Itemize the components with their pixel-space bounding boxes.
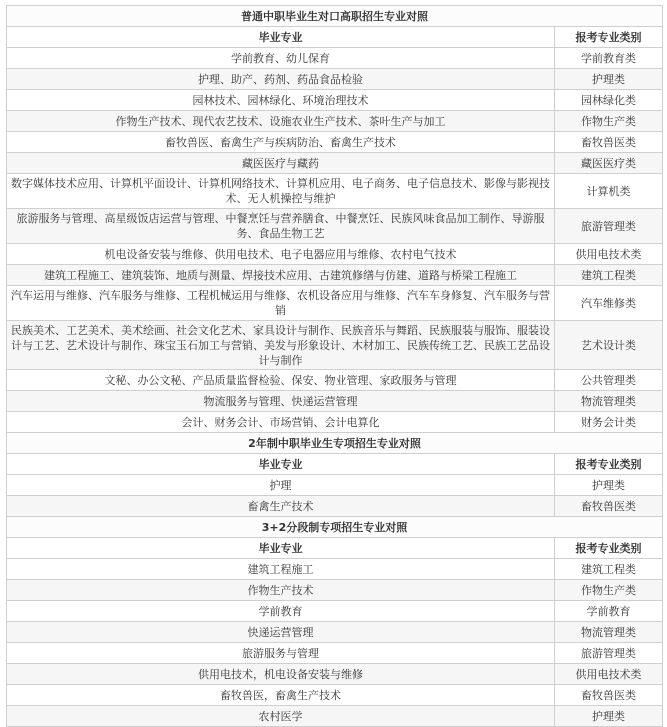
- graduate-major-cell: 机电设备安装与维修、供用电技术、电子电器应用与维修、农村电气技术: [7, 244, 555, 265]
- section-title-row: [7, 6, 663, 27]
- graduate-major-cell: 快递运营管理: [7, 622, 555, 643]
- section-title: 2年制中职毕业生专项招生专业对照: [7, 433, 663, 454]
- apply-category-header: 报考专业类别: [555, 538, 663, 559]
- apply-category-cell: 护理类: [555, 475, 663, 496]
- apply-category-cell: 作物生产类: [555, 580, 663, 601]
- column-header-row: [7, 454, 663, 475]
- table-row: [7, 132, 663, 153]
- table-body: [7, 6, 663, 727]
- table-row: [7, 209, 663, 244]
- apply-category-cell: 物流管理类: [555, 391, 663, 412]
- graduate-major-cell: 作物生产技术: [7, 580, 555, 601]
- table-row: [7, 321, 663, 370]
- table-row: [7, 559, 663, 580]
- apply-category-cell: 建筑工程类: [555, 265, 663, 286]
- graduate-major-cell: 建筑工程施工、建筑装饰、地质与测量、焊接技术应用、古建筑修缮与仿建、道路与桥梁工程施工: [7, 265, 555, 286]
- apply-category-cell: 供用电技术类: [555, 664, 663, 685]
- apply-category-cell: 园林绿化类: [555, 90, 663, 111]
- apply-category-cell: 汽车维修类: [555, 286, 663, 321]
- graduate-major-cell: 农村医学: [7, 706, 555, 727]
- apply-category-cell: 建筑工程类: [555, 559, 663, 580]
- table-row: [7, 265, 663, 286]
- graduate-major-cell: 畜禽生产技术: [7, 496, 555, 517]
- apply-category-cell: 供用电技术类: [555, 244, 663, 265]
- table-row: [7, 412, 663, 433]
- graduate-major-cell: 旅游服务与管理、高星级饭店运营与管理、中餐烹饪与营养膳食、中餐烹饪、民族风味食品加工制作、导游服务、食品生物工艺: [7, 209, 555, 244]
- table-row: [7, 69, 663, 90]
- major-mapping-document: [6, 5, 662, 727]
- column-header-row: [7, 27, 663, 48]
- apply-category-cell: 畜牧兽医类: [555, 496, 663, 517]
- apply-category-cell: 作物生产类: [555, 111, 663, 132]
- graduate-major-cell: 民族美术、工艺美术、美术绘画、社会文化艺术、家具设计与制作、民族音乐与舞蹈、民族服装与服饰、服装设计与工艺、艺术设计与制作、珠宝玉石加工与营销、美发与形象设计、木材加工、民族传统工艺、民族工艺品设计与制作: [7, 321, 555, 370]
- table-row: [7, 111, 663, 132]
- graduate-major-cell: 学前教育、幼儿保育: [7, 48, 555, 69]
- table-row: [7, 580, 663, 601]
- graduate-major-cell: 畜牧兽医、畜禽生产与疾病防治、畜禽生产技术: [7, 132, 555, 153]
- graduate-major-header: 毕业专业: [7, 538, 555, 559]
- apply-category-cell: 计算机类: [555, 174, 663, 209]
- graduate-major-header: 毕业专业: [7, 454, 555, 475]
- apply-category-header: 报考专业类别: [555, 454, 663, 475]
- graduate-major-cell: 园林技术、园林绿化、环境治理技术: [7, 90, 555, 111]
- apply-category-cell: 旅游管理类: [555, 643, 663, 664]
- section-title: 普通中职毕业生对口高职招生专业对照: [7, 6, 663, 27]
- section-title-row: [7, 433, 663, 454]
- section-title: 3+2分段制专项招生专业对照: [7, 517, 663, 538]
- table-row: [7, 153, 663, 174]
- table-row: [7, 244, 663, 265]
- apply-category-cell: 学前教育: [555, 601, 663, 622]
- table-row: [7, 391, 663, 412]
- graduate-major-cell: 护理、助产、药剂、药品食品检验: [7, 69, 555, 90]
- graduate-major-cell: 畜牧兽医，畜禽生产技术: [7, 685, 555, 706]
- table-row: [7, 685, 663, 706]
- apply-category-cell: 护理类: [555, 706, 663, 727]
- table-row: [7, 601, 663, 622]
- table-row: [7, 286, 663, 321]
- table-row: [7, 90, 663, 111]
- apply-category-cell: 畜牧兽医类: [555, 132, 663, 153]
- table-row: [7, 622, 663, 643]
- apply-category-cell: 护理类: [555, 69, 663, 90]
- column-header-row: [7, 538, 663, 559]
- table-row: [7, 475, 663, 496]
- apply-category-cell: 财务会计类: [555, 412, 663, 433]
- graduate-major-header: 毕业专业: [7, 27, 555, 48]
- table-row: [7, 174, 663, 209]
- graduate-major-cell: 建筑工程施工: [7, 559, 555, 580]
- graduate-major-cell: 文秘、办公文秘、产品质量监督检验、保安、物业管理、家政服务与管理: [7, 370, 555, 391]
- apply-category-cell: 旅游管理类: [555, 209, 663, 244]
- table-row: [7, 496, 663, 517]
- graduate-major-cell: 护理: [7, 475, 555, 496]
- major-mapping-table: [6, 5, 663, 727]
- graduate-major-cell: 作物生产技术、现代农艺技术、设施农业生产技术、茶叶生产与加工: [7, 111, 555, 132]
- graduate-major-cell: 学前教育: [7, 601, 555, 622]
- table-row: [7, 706, 663, 727]
- table-row: [7, 48, 663, 69]
- apply-category-cell: 畜牧兽医类: [555, 685, 663, 706]
- table-row: [7, 370, 663, 391]
- apply-category-cell: 艺术设计类: [555, 321, 663, 370]
- table-row: [7, 664, 663, 685]
- graduate-major-cell: 汽车运用与维修、汽车服务与维修、工程机械运用与维修、农机设备应用与维修、汽车车身修复、汽车服务与营销: [7, 286, 555, 321]
- graduate-major-cell: 会计、财务会计、市场营销、会计电算化: [7, 412, 555, 433]
- section-title-row: [7, 517, 663, 538]
- graduate-major-cell: 供用电技术，机电设备安装与维修: [7, 664, 555, 685]
- graduate-major-cell: 藏医医疗与藏药: [7, 153, 555, 174]
- apply-category-header: 报考专业类别: [555, 27, 663, 48]
- apply-category-cell: 藏医医疗类: [555, 153, 663, 174]
- apply-category-cell: 公共管理类: [555, 370, 663, 391]
- graduate-major-cell: 数字媒体技术应用、计算机平面设计、计算机网络技术、计算机应用、电子商务、电子信息技术、影像与影视技术、无人机操控与维护: [7, 174, 555, 209]
- table-row: [7, 643, 663, 664]
- apply-category-cell: 物流管理类: [555, 622, 663, 643]
- apply-category-cell: 学前教育类: [555, 48, 663, 69]
- graduate-major-cell: 物流服务与管理、快递运营管理: [7, 391, 555, 412]
- graduate-major-cell: 旅游服务与管理: [7, 643, 555, 664]
